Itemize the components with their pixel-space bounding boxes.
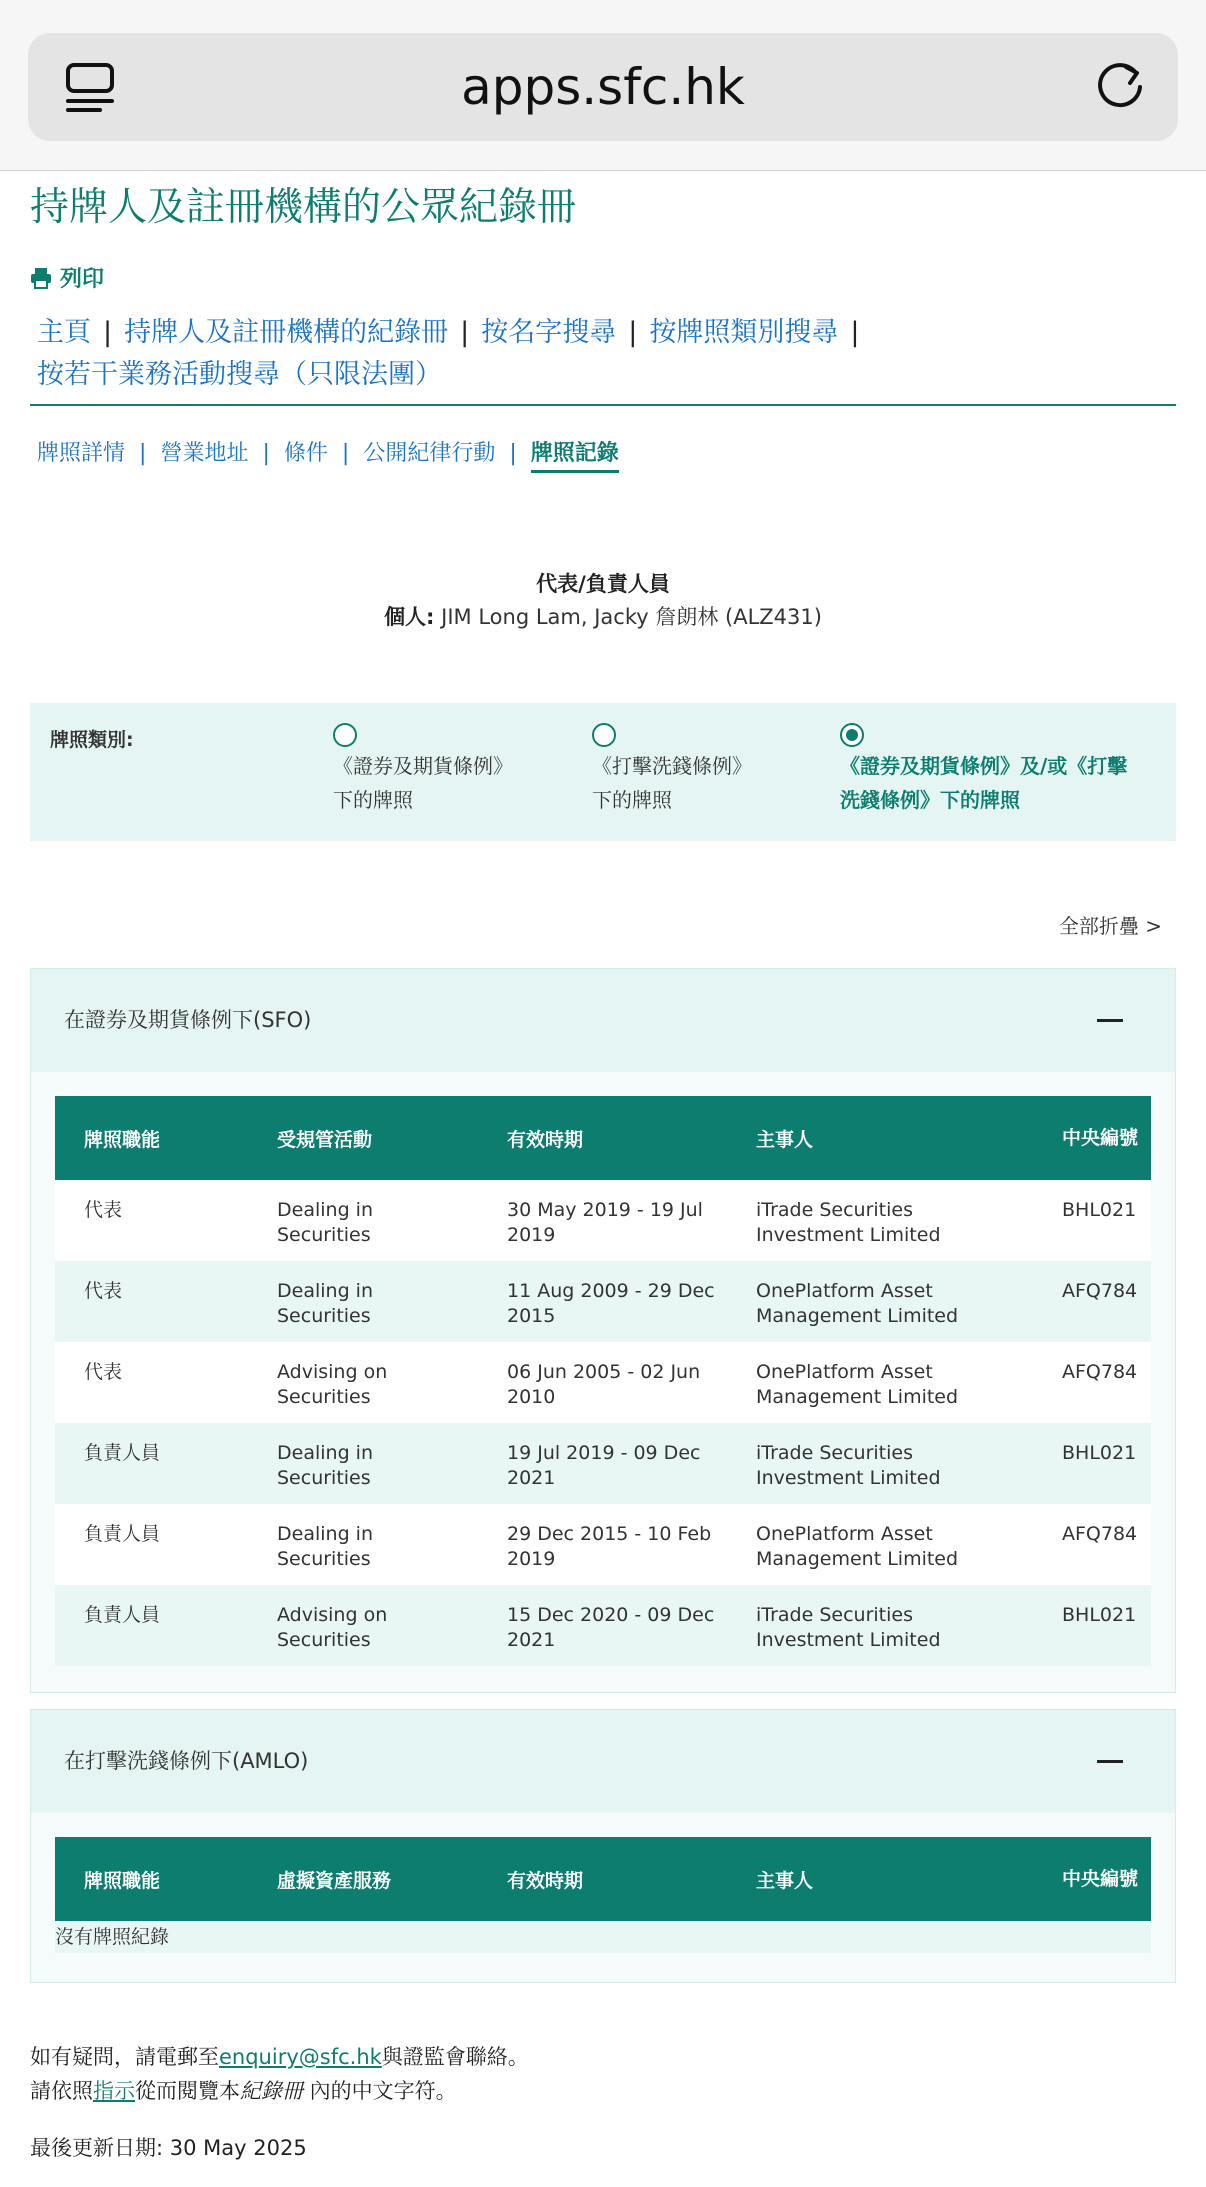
radio-circle[interactable]	[592, 723, 616, 747]
radio-circle[interactable]	[333, 723, 357, 747]
nav-register[interactable]: 持牌人及註冊機構的紀錄冊	[124, 317, 449, 348]
cell-period: 06 Jun 2005 - 02 Jun 2010	[478, 1342, 727, 1423]
col-header-period: 有效時期	[478, 1096, 727, 1180]
footer-text: 從而閱覽本	[135, 2079, 240, 2103]
person-label: 個人:	[384, 605, 435, 629]
cell-role: 負責人員	[55, 1504, 248, 1585]
address-bar[interactable]	[28, 33, 1178, 141]
printer-icon	[30, 267, 52, 289]
cell-principal: OnePlatform Asset Management Limited	[727, 1342, 1033, 1423]
tab-license-details[interactable]: 牌照詳情	[37, 441, 126, 466]
radio-both-line2: 洗錢條例》下的牌照	[840, 788, 1020, 812]
url-text: apps.sfc.hk	[461, 58, 745, 116]
tab-disciplinary-actions[interactable]: 公開紀律行動	[363, 441, 496, 466]
col-header-ce-number: 中央編號	[1033, 1096, 1151, 1180]
nav-home[interactable]: 主頁	[37, 317, 91, 348]
col-header-role: 牌照職能	[55, 1096, 248, 1180]
footer-enquiry-line	[30, 2040, 529, 2074]
top-navigation	[37, 312, 1177, 396]
nav-search-by-license-type[interactable]: 按牌照類別搜尋	[649, 317, 839, 348]
enquiry-email-link[interactable]: enquiry@sfc.hk	[219, 2045, 382, 2069]
col-header-role: 牌照職能	[55, 1837, 248, 1921]
footer-text: 內的中文字符。	[303, 2079, 457, 2103]
tab-separator: |	[139, 441, 147, 466]
cell-activity: Dealing in Securities	[248, 1180, 478, 1261]
col-header-period: 有效時期	[478, 1837, 727, 1921]
sfo-section	[30, 968, 1176, 1693]
table-row	[55, 1342, 1151, 1423]
cell-principal: iTrade Securities Investment Limited	[727, 1180, 1033, 1261]
cell-period: 30 May 2019 - 19 Jul 2019	[478, 1180, 727, 1261]
footer-contact	[30, 2040, 529, 2108]
radio-sfo-line2: 下的牌照	[333, 788, 413, 812]
tab-separator: |	[262, 441, 270, 466]
license-type-label: 牌照類別:	[50, 729, 134, 751]
cell-ce-number: AFQ784	[1033, 1504, 1151, 1585]
table-header-row	[55, 1096, 1151, 1180]
sfo-section-header[interactable]	[31, 969, 1175, 1072]
col-header-principal: 主事人	[727, 1837, 1033, 1921]
cell-activity: Dealing in Securities	[248, 1261, 478, 1342]
footer-text: 如有疑問，請電郵至	[30, 2045, 219, 2069]
license-type-filter	[30, 703, 1176, 841]
collapse-minus-icon[interactable]	[1097, 1760, 1123, 1763]
radio-sfo-line1: 《證券及期貨條例》	[333, 754, 513, 778]
amlo-license-table	[55, 1837, 1151, 1921]
tab-conditions[interactable]: 條件	[283, 441, 328, 466]
amlo-section-header[interactable]	[31, 1710, 1175, 1813]
nav-separator: |	[628, 317, 638, 348]
tab-license-record[interactable]: 牌照記錄	[531, 441, 619, 473]
table-row	[55, 1423, 1151, 1504]
table-row	[55, 1180, 1151, 1261]
collapse-all-link[interactable]: 全部折疊 >	[1058, 914, 1162, 938]
guide-link[interactable]: 指示	[93, 2079, 135, 2103]
nav-separator: |	[103, 317, 113, 348]
sfo-license-table	[55, 1096, 1151, 1666]
table-row	[55, 1504, 1151, 1585]
amlo-section-title: 在打擊洗錢條例下(AMLO)	[64, 1749, 309, 1773]
footer-text: 請依照	[30, 2079, 93, 2103]
table-header-row	[55, 1837, 1151, 1921]
nav-separator: |	[850, 317, 860, 348]
nav-search-by-name[interactable]: 按名字搜尋	[481, 317, 617, 348]
cell-role: 負責人員	[55, 1423, 248, 1504]
cell-principal: OnePlatform Asset Management Limited	[727, 1261, 1033, 1342]
tab-business-address[interactable]: 營業地址	[160, 441, 249, 466]
radio-circle-selected[interactable]	[840, 723, 864, 747]
col-header-va-service: 虛擬資產服務	[248, 1837, 478, 1921]
nav-search-by-activity[interactable]: 按若干業務活動搜尋（只限法團）	[37, 359, 442, 390]
cell-role: 代表	[55, 1180, 248, 1261]
cell-role: 負責人員	[55, 1585, 248, 1666]
print-label: 列印	[60, 267, 105, 292]
cell-ce-number: AFQ784	[1033, 1261, 1151, 1342]
last-updated: 最後更新日期: 30 May 2025	[30, 2136, 307, 2160]
cell-ce-number: BHL021	[1033, 1180, 1151, 1261]
sfo-section-title: 在證券及期貨條例下(SFO)	[64, 1008, 312, 1032]
cell-period: 19 Jul 2019 - 09 Dec 2021	[478, 1423, 727, 1504]
cell-ce-number: BHL021	[1033, 1585, 1151, 1666]
person-name: JIM Long Lam, Jacky 詹朗林 (ALZ431)	[441, 605, 822, 629]
cell-period: 15 Dec 2020 - 09 Dec 2021	[478, 1585, 727, 1666]
reload-icon[interactable]	[1092, 59, 1148, 115]
cell-role: 代表	[55, 1261, 248, 1342]
nav-separator: |	[460, 317, 470, 348]
cell-principal: OnePlatform Asset Management Limited	[727, 1504, 1033, 1585]
cell-activity: Dealing in Securities	[248, 1423, 478, 1504]
col-header-activity: 受規管活動	[248, 1096, 478, 1180]
cell-activity: Advising on Securities	[248, 1585, 478, 1666]
amlo-section	[30, 1709, 1176, 1983]
radio-sfo[interactable]	[333, 723, 513, 817]
col-header-principal: 主事人	[727, 1096, 1033, 1180]
cell-ce-number: BHL021	[1033, 1423, 1151, 1504]
role-heading: 代表/負責人員	[536, 572, 670, 596]
radio-both-line1: 《證券及期貨條例》及/或《打擊	[840, 754, 1128, 778]
tab-separator: |	[509, 441, 517, 466]
collapse-minus-icon[interactable]	[1097, 1019, 1123, 1022]
cell-activity: Advising on Securities	[248, 1342, 478, 1423]
radio-amlo-line2: 下的牌照	[592, 788, 672, 812]
footer-text: 與證監會聯絡。	[381, 2045, 529, 2069]
cell-ce-number: AFQ784	[1033, 1342, 1151, 1423]
page-title: 持牌人及註冊機構的公眾紀錄冊	[30, 185, 577, 230]
radio-amlo[interactable]	[592, 723, 752, 817]
radio-amlo-line1: 《打擊洗錢條例》	[592, 754, 752, 778]
cell-principal: iTrade Securities Investment Limited	[727, 1585, 1033, 1666]
person-info	[0, 601, 1206, 631]
cell-activity: Dealing in Securities	[248, 1504, 478, 1585]
print-button[interactable]	[30, 262, 104, 293]
radio-sfo-and-amlo[interactable]	[840, 723, 1127, 817]
cell-principal: iTrade Securities Investment Limited	[727, 1423, 1033, 1504]
footer-register-italic: 紀錄冊	[240, 2079, 303, 2103]
table-row	[55, 1585, 1151, 1666]
browser-toolbar	[0, 0, 1206, 171]
cell-period: 29 Dec 2015 - 10 Feb 2019	[478, 1504, 727, 1585]
tab-separator: |	[341, 441, 350, 466]
col-header-ce-number: 中央編號	[1033, 1837, 1151, 1921]
no-records-text: 沒有牌照紀錄	[55, 1921, 1151, 1953]
cell-role: 代表	[55, 1342, 248, 1423]
footer-guide-line	[30, 2074, 529, 2108]
divider	[30, 404, 1176, 406]
cell-period: 11 Aug 2009 - 29 Dec 2015	[478, 1261, 727, 1342]
sub-navigation	[37, 436, 619, 467]
table-row	[55, 1261, 1151, 1342]
